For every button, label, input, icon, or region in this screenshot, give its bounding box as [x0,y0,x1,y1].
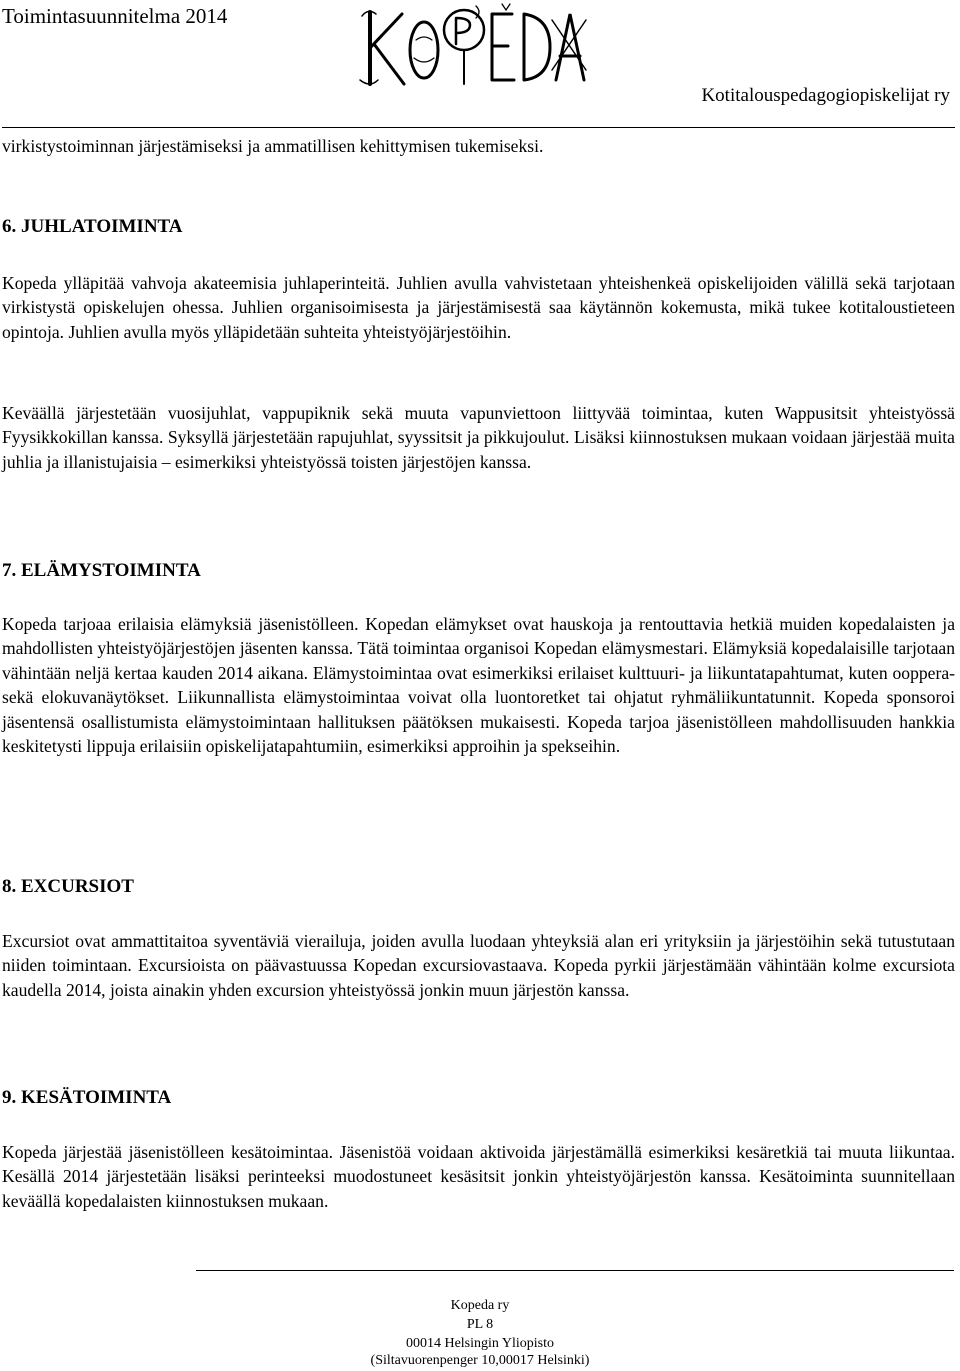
paragraph: Excursiot ovat ammattitaitoa syventäviä vierailuja, joiden avulla luodaan yhteyksiä alan eri yrityksiin ja järjestöihin sekä tutustutaan niiden toimintaan. Excursioista on päävastuussa Kopedan excursiovastaava. Kopeda pyrkii järjestämään vähintään kolme excursiota kaudella 2014, joista ainakin yhden excursion yhteistyössä jonkin muun järjestön kanssa. [2,931,955,1000]
footer-org: Kopeda ry [450,1298,510,1313]
kopeda-logo [352,0,587,95]
section-heading-kesatoiminta [2,1086,171,1110]
document-title: Toimintasuunnitelma 2014 [2,4,228,28]
organization-name: Kotitalouspedagogiopiskelijat ry [701,85,950,106]
section-title: KESÄTOIMINTA [21,1087,172,1108]
footer-address: (Siltavuorenpenger 10,00017 Helsinki) [370,1353,590,1368]
footer-postbox: PL 8 [466,1317,494,1332]
section-number: 7. [2,560,17,581]
section-number: 8. [2,876,17,897]
section-heading-juhlatoiminta [2,215,183,239]
section-number: 9. [2,1087,17,1108]
section-title: EXCURSIOT [21,876,134,897]
section-title: JUHLATOIMINTA [21,216,183,237]
section-heading-excursiot [2,875,134,899]
paragraph: Kopeda ylläpitää vahvoja akateemisia juhlaperinteitä. Juhlien avulla vahvistetaan yhteishenkeä opiskelijoiden välillä sekä tarjotaan virkistystä opiskelujen ohessa. Juhlien organisoimisesta ja järjestämisestä saa käytännön kokemusta, mikä tukee kotitaloustieteen opintoja. Juhlien avulla myös ylläpidetään suhteita yhteistyöjärjestöihin. [2,273,955,342]
section-heading-elamystoiminta [2,559,201,583]
footer-rule [196,1270,954,1271]
paragraph: Kopeda tarjoaa erilaisia elämyksiä jäsenistölleen. Kopedan elämykset ovat hauskoja ja rentouttavia hetkiä muiden kopedalaisten ja mahdollisten yhteistyöjärjestöjen jäsenten kanssa. Tätä toimintaa organisoi Kopedan elämysmestari. Elämyksiä kopedalaisille tarjotaan vähintään neljä kertaa kauden 2014 aikana. Elämystoimintaa ovat esimerkiksi erilaiset kulttuuri- ja liikuntatapahtumat, kuten ooppera- sekä elokuvanäytökset. Liikunnallista elämystoimintaa voivat olla luontoretket tai ohjatut ryhmäliikuntatunnit. Kopeda sponsoroi jäsentensä osallistumista elämystoimintaan hallituksen päätöksen mukaisesti. Kopeda tarjoa jäsenistölleen mahdollisuuden hankkia keskitetysti lippuja erilaisiin opiskelijatapahtumiin, esimerkiksi approihin ja spekseihin. [2,614,955,757]
header-rule [2,127,955,128]
paragraph: Keväällä järjestetään vuosijuhlat, vappupiknik sekä muuta vapunviettoon liittyvää toimintaa, kuten Wappusitsit yhteistyössä Fyysikkokillan kanssa. Syksyllä järjestetään rapujuhlat, syyssitsit ja pikkujoulut. Lisäksi kiinnostuksen mukaan voidaan järjestää muita juhlia ja illanistujaisia – esimerkiksi yhteistyössä toisten järjestöjen kanssa. [2,403,955,472]
footer-postal: 00014 Helsingin Yliopisto [405,1336,555,1351]
section-number: 6. [2,216,17,237]
intro-line: virkistystoiminnan järjestämiseksi ja ammatillisen kehittymisen tukemiseksi. [2,136,544,156]
paragraph: Kopeda järjestää jäsenistölleen kesätoimintaa. Jäsenistöä voidaan aktivoida järjestämällä esimerkiksi kesäretkiä tai muuta liikuntaa. Kesällä 2014 järjestetään lisäksi perinteeksi muodostuneet kesäsitsit jonkin yhteistyöjärjestön kanssa. Kesätoiminta suunnitellaan keväällä kopedalaisten kiinnostuksen mukaan. [2,1142,955,1211]
section-title: ELÄMYSTOIMINTA [21,560,201,581]
